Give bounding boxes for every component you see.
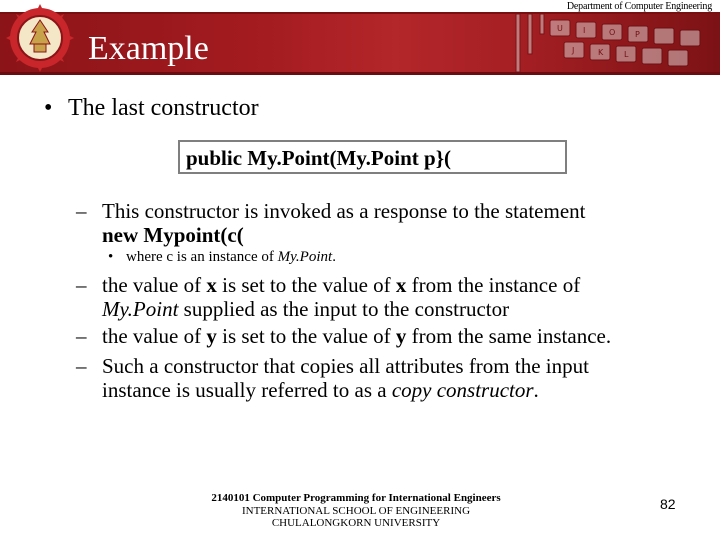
text-run: instance is usually referred to as a — [102, 378, 392, 402]
footer-university: CHULALONGKORN UNIVERSITY — [271, 517, 441, 529]
page-number: 82 — [660, 496, 676, 512]
text-run: from the same instance. — [406, 324, 612, 348]
bold-x: x — [395, 273, 407, 297]
sub-bullet-dash: – — [76, 324, 87, 348]
footer-school: INTERNATIONAL SCHOOL OF ENGINEERING — [241, 505, 471, 517]
sub-sub-bullet-suffix: . — [332, 249, 336, 265]
university-seal-logo — [4, 2, 76, 74]
main-bullet-text: The last constructor — [68, 95, 259, 121]
sub-sub-bullet-dot: • — [108, 249, 114, 265]
copy-constructor-term: copy constructor — [391, 378, 534, 402]
slide-header — [0, 0, 720, 76]
svg-text:P: P — [635, 30, 640, 39]
svg-text:J: J — [572, 46, 575, 55]
text-run: supplied as the input to the constructor — [178, 297, 510, 321]
sub-sub-bullet-class-name: My.Point — [277, 249, 333, 265]
sub-sub-bullet-prefix: where c is an instance of — [126, 249, 278, 265]
bold-y: y — [395, 324, 407, 348]
keyboard-image — [480, 14, 720, 72]
header-bottom-line — [0, 72, 720, 75]
text-run: the value of — [102, 324, 207, 348]
department-label: Department of Computer Engineering — [566, 1, 712, 12]
sub-bullet-text — [102, 324, 702, 348]
svg-text:I: I — [583, 26, 586, 35]
svg-text:K: K — [598, 48, 604, 57]
text-run: is set to the value of — [216, 324, 396, 348]
footer-course: 2140101 Computer Programming for International Engineers — [211, 492, 501, 504]
text-run: is set to the value of — [216, 273, 396, 297]
text-run: from the instance of — [406, 273, 581, 297]
bold-y: y — [206, 324, 217, 348]
class-name-italic: My.Point — [102, 297, 179, 321]
code-snippet-box: public My.Point(My.Point p}( — [178, 140, 567, 174]
main-bullet — [44, 95, 259, 122]
sub-bullet-dash: – — [76, 199, 87, 223]
svg-text:L: L — [624, 50, 629, 59]
text-run: . — [533, 378, 539, 402]
svg-text:O: O — [609, 28, 616, 37]
text-run: Such a constructor that copies all attributes from the input — [102, 354, 589, 378]
sub-bullet-text — [102, 199, 702, 247]
svg-text:U: U — [557, 24, 563, 33]
sub-sub-bullet — [108, 249, 336, 266]
bold-x: x — [206, 273, 217, 297]
slide-title: Example — [88, 30, 209, 67]
text-run: the value of — [102, 273, 207, 297]
sub-bullet-dash: – — [76, 354, 87, 378]
sub-bullet-line1: This constructor is invoked as a response to the statement — [102, 199, 586, 223]
sub-bullet-statement: new Mypoint(c( — [102, 223, 244, 247]
sub-bullet-dash: – — [76, 273, 87, 297]
bullet-dot: • — [44, 95, 53, 121]
sub-bullet-text — [102, 354, 702, 402]
sub-bullet-text — [102, 273, 702, 321]
